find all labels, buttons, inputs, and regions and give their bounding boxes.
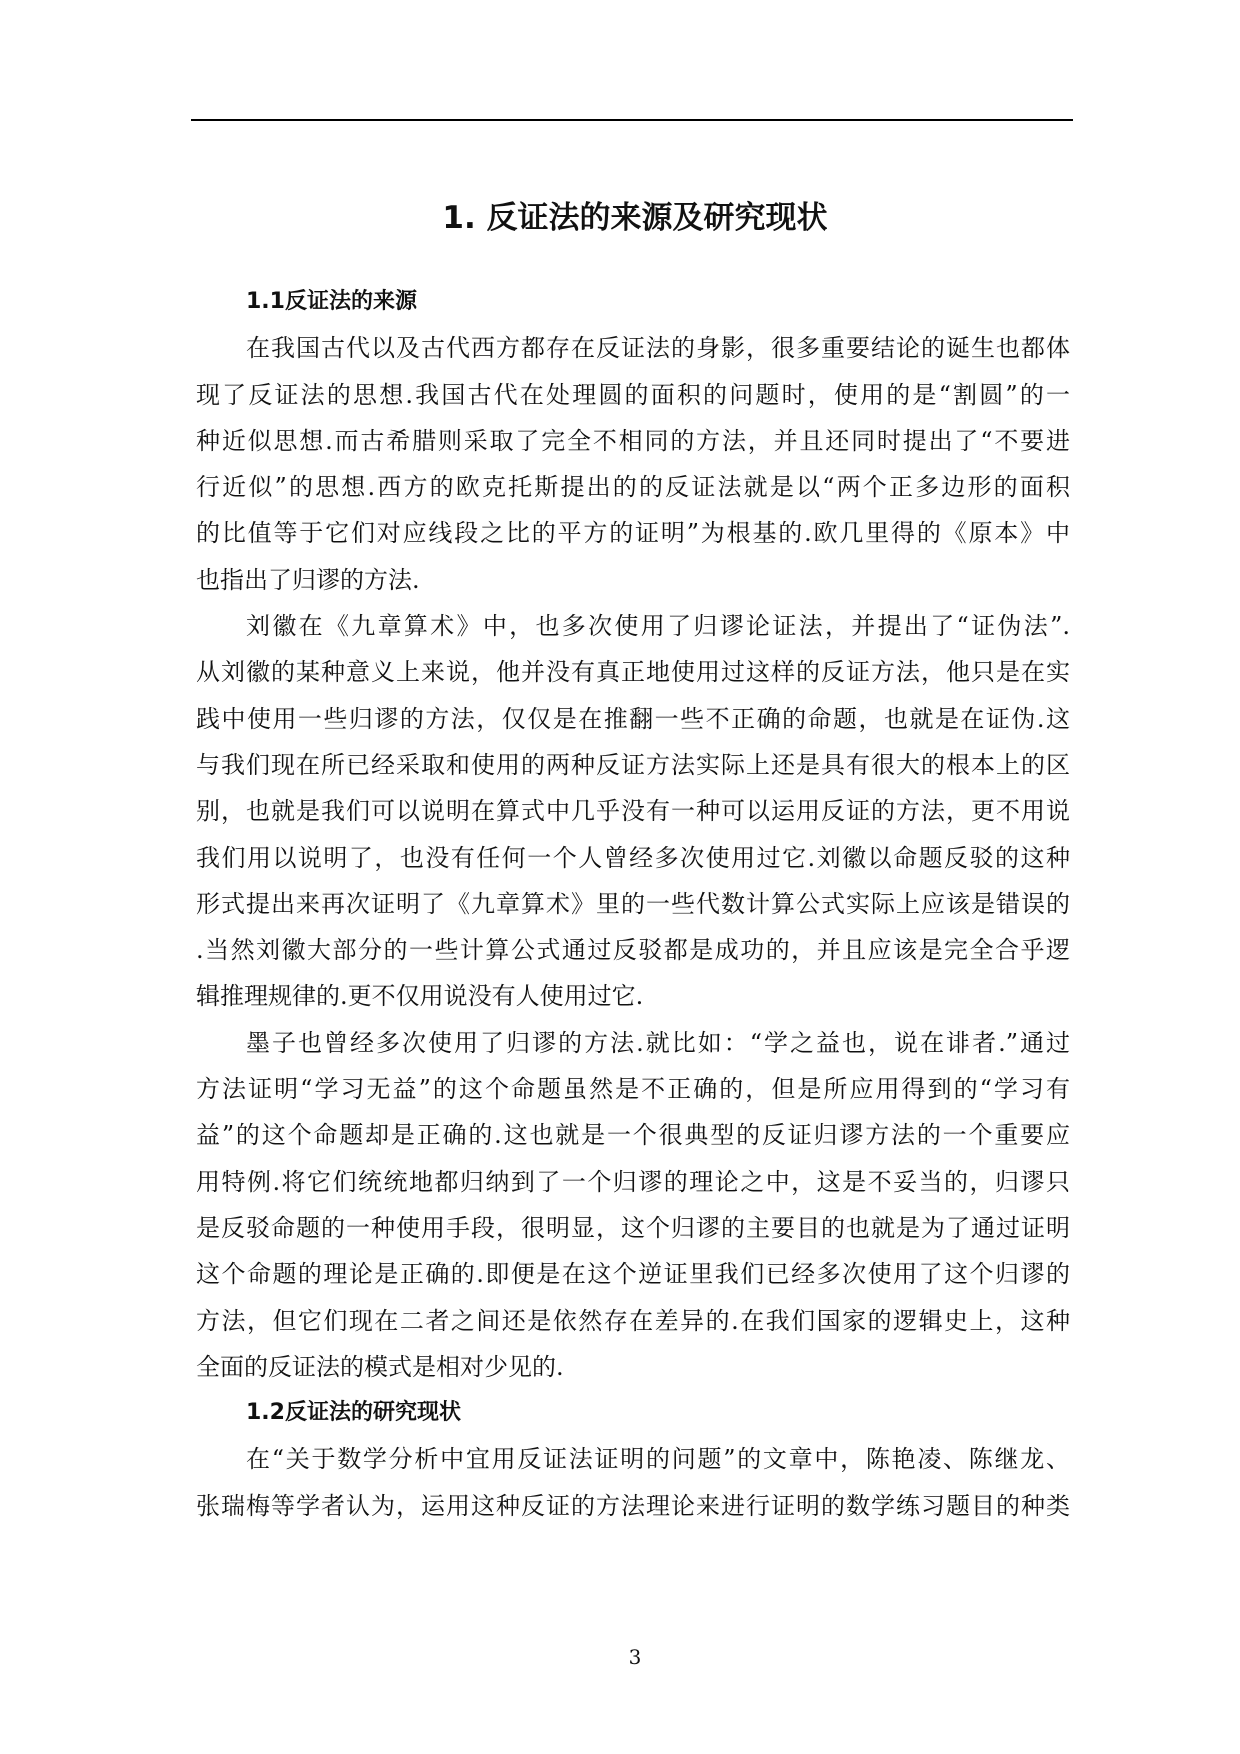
paragraph-line: 行近似”的思想.西方的欧克托斯提出的的反证法就是以“两个正多边形的面积 [196, 473, 1070, 502]
paragraph-line: 方法，但它们现在二者之间还是依然存在差异的.在我们国家的逻辑史上，这种 [196, 1306, 1070, 1335]
chapter-title: 1. 反证法的来源及研究现状 [442, 200, 828, 236]
paragraph-line: 全面的反证法的模式是相对少见的. [196, 1352, 564, 1381]
paragraph-line: 是反驳命题的一种使用手段，很明显，这个归谬的主要目的也就是为了通过证明 [196, 1213, 1070, 1242]
document-body [196, 279, 1070, 1529]
paragraph-line: 也指出了归谬的方法. [196, 565, 420, 594]
paragraph-line: 形式提出来再次证明了《九章算术》里的一些代数计算公式实际上应该是错误的 [196, 889, 1070, 918]
paragraph-line: 别，也就是我们可以说明在算式中几乎没有一种可以运用反证的方法，更不用说 [196, 797, 1070, 826]
header-rule [191, 119, 1073, 121]
paragraph-line: 益”的这个命题却是正确的.这也就是一个很典型的反证归谬方法的一个重要应 [196, 1121, 1070, 1150]
paragraph-line: 方法证明“学习无益”的这个命题虽然是不正确的，但是所应用得到的“学习有 [196, 1075, 1070, 1104]
paragraph-line: 从刘徽的某种意义上来说，他并没有真正地使用过这样的反证方法，他只是在实 [196, 658, 1070, 687]
paragraph-line: 在“关于数学分析中宜用反证法证明的问题”的文章中，陈艳凌、陈继龙、 [246, 1445, 1070, 1474]
paragraph-line: 现了反证法的思想.我国古代在处理圆的面积的问题时，使用的是“割圆”的一 [196, 380, 1070, 409]
paragraph-line: 种近似思想.而古希腊则采取了完全不相同的方法，并且还同时提出了“不要进 [196, 426, 1070, 455]
page-number: 3 [628, 1645, 642, 1669]
paragraph-line: .当然刘徽大部分的一些计算公式通过反驳都是成功的，并且应该是完全合乎逻 [196, 936, 1070, 965]
paragraph-line: 用特例.将它们统统地都归纳到了一个归谬的理论之中，这是不妥当的，归谬只 [196, 1167, 1070, 1196]
section-heading: 1.2反证法的研究现状 [246, 1400, 461, 1426]
paragraph-line: 的比值等于它们对应线段之比的平方的证明”为根基的.欧几里得的《原本》中 [196, 519, 1070, 548]
paragraph-line: 刘徽在《九章算术》中，也多次使用了归谬论证法，并提出了“证伪法”. [246, 612, 1070, 641]
paragraph-line: 在我国古代以及古代西方都存在反证法的身影，很多重要结论的诞生也都体 [246, 334, 1070, 363]
paragraph-line: 我们用以说明了，也没有任何一个人曾经多次使用过它.刘徽以命题反驳的这种 [196, 843, 1070, 872]
paragraph-line: 与我们现在所已经采取和使用的两种反证方法实际上还是具有很大的根本上的区 [196, 750, 1070, 779]
paragraph-line: 践中使用一些归谬的方法，仅仅是在推翻一些不正确的命题，也就是在证伪.这 [196, 704, 1070, 733]
paragraph-line: 墨子也曾经多次使用了归谬的方法.就比如：“学之益也，说在诽者.”通过 [246, 1028, 1070, 1057]
section-heading: 1.1反证法的来源 [246, 289, 417, 314]
paragraph-line: 张瑞梅等学者认为，运用这种反证的方法理论来进行证明的数学练习题目的种类 [196, 1491, 1070, 1520]
paragraph-line: 这个命题的理论是正确的.即便是在这个逆证里我们已经多次使用了这个归谬的 [196, 1260, 1070, 1289]
paragraph-line: 辑推理规律的.更不仅用说没有人使用过它. [196, 982, 644, 1011]
